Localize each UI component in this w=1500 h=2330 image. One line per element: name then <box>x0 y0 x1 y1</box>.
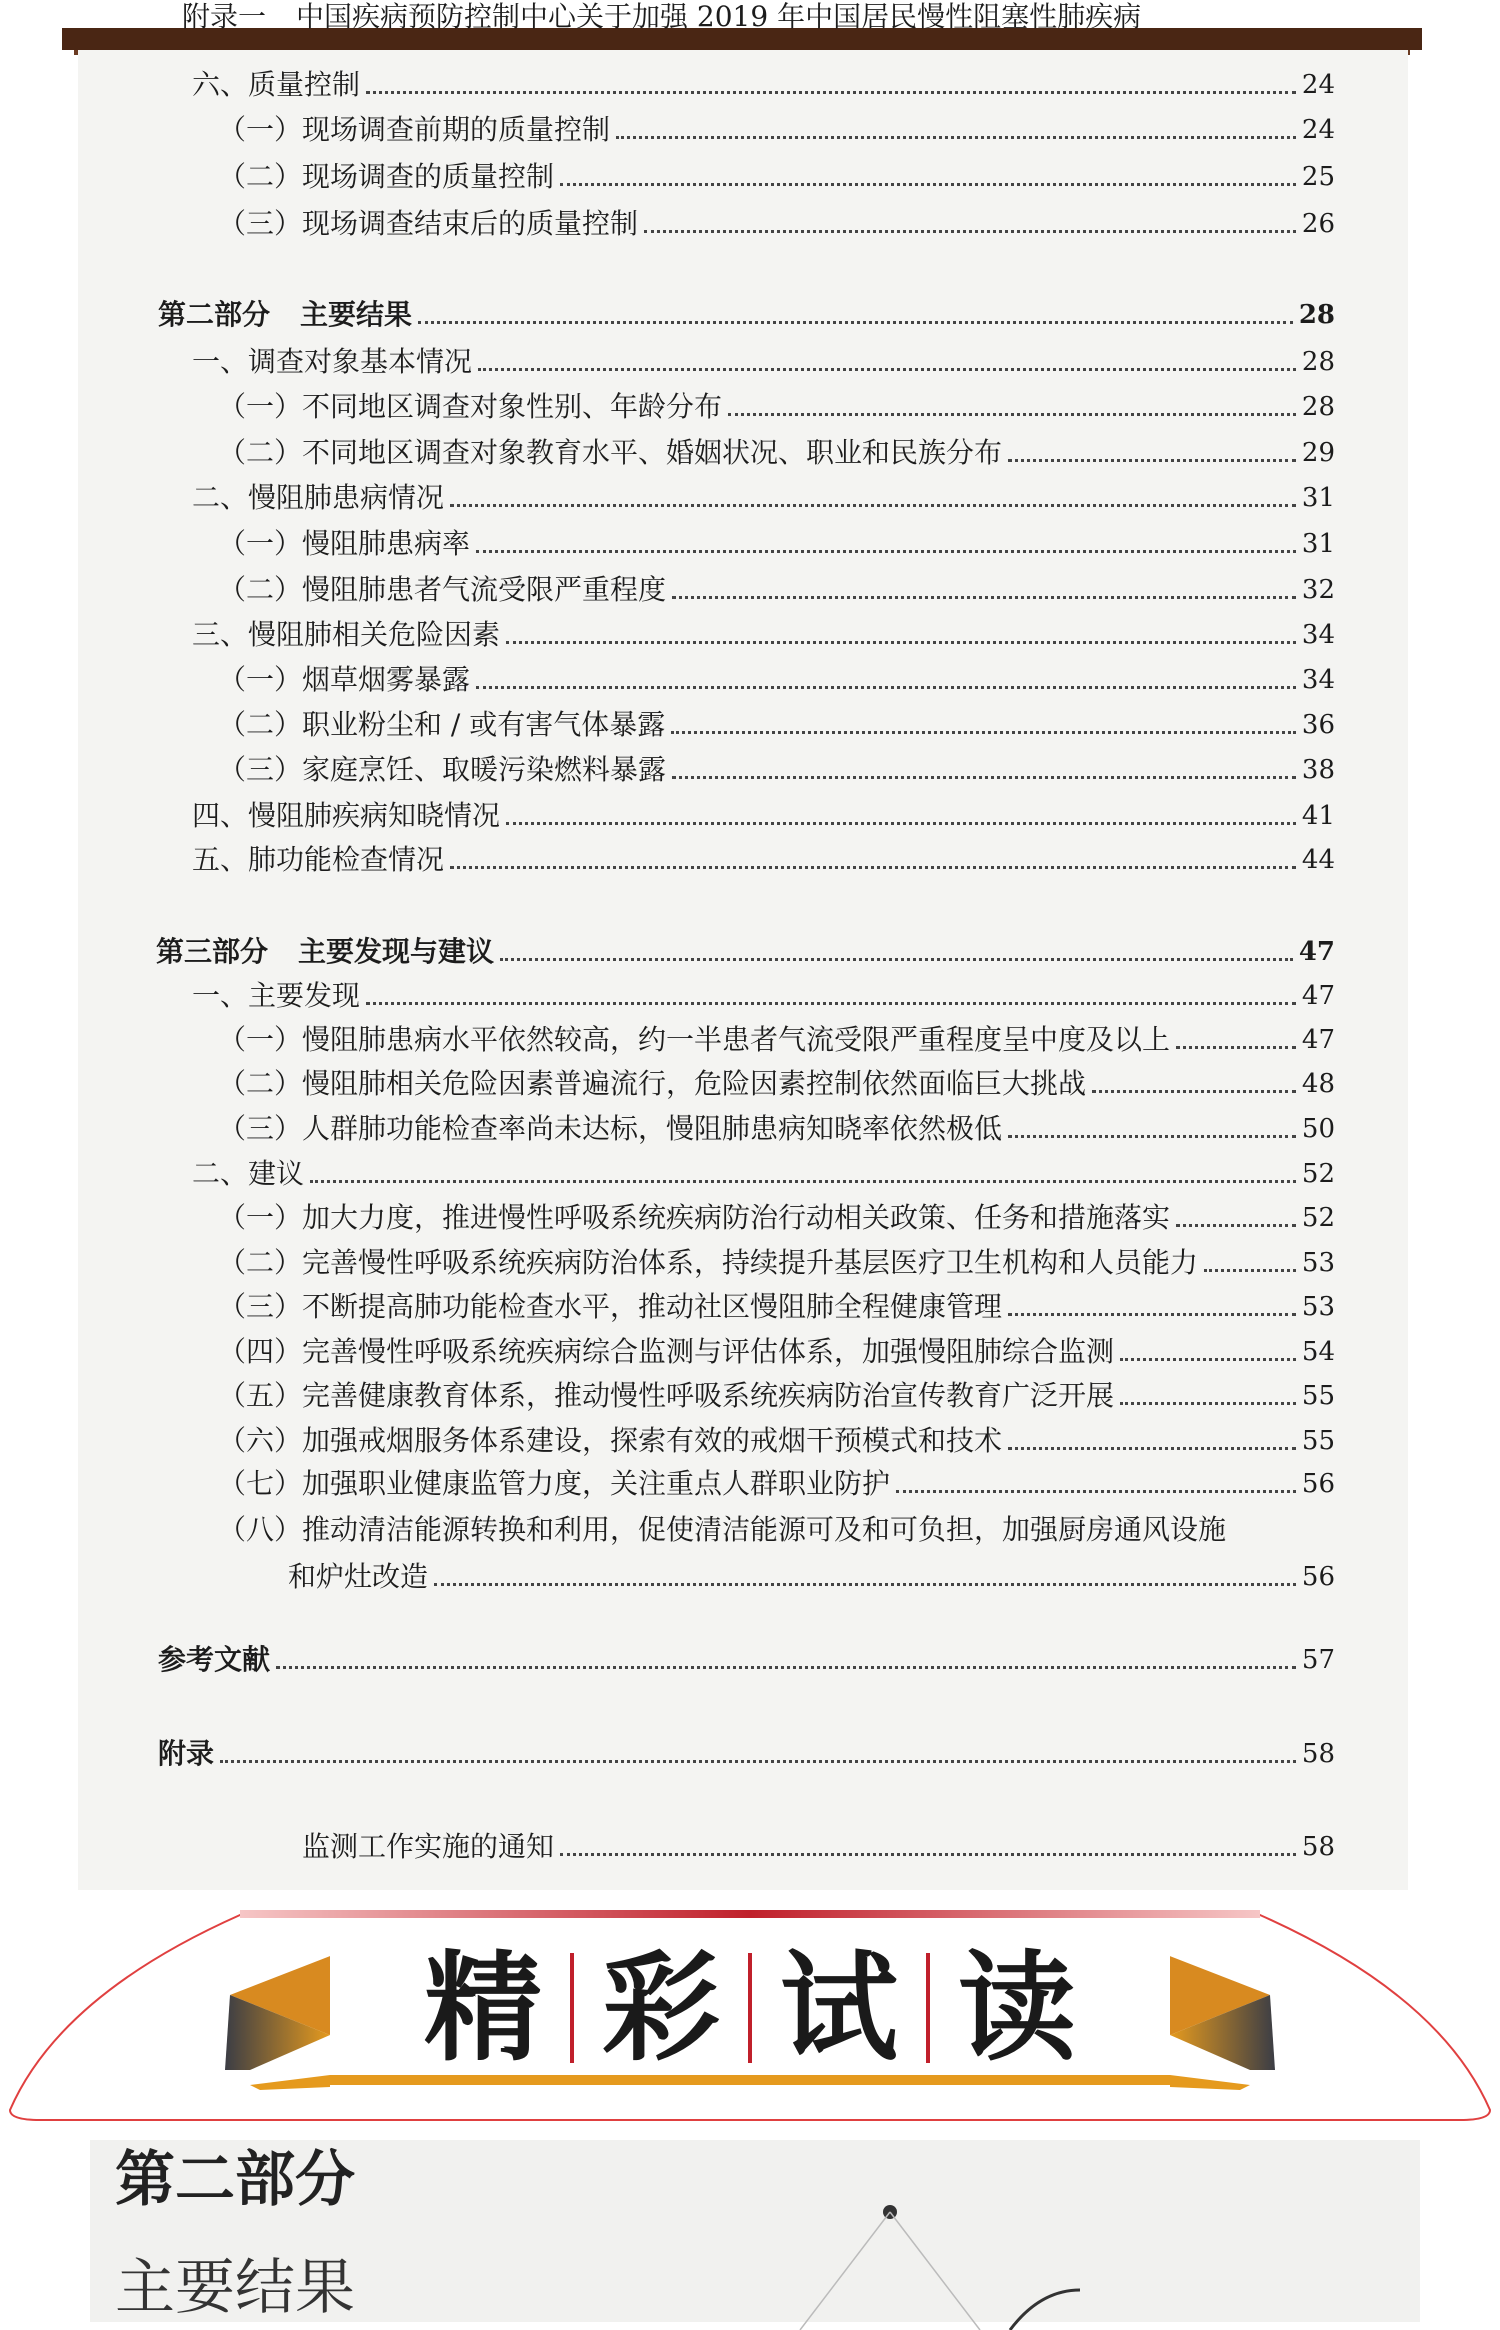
toc-entry-title: 家庭烹饪、取暖污染燃料暴露 <box>302 753 667 786</box>
toc-dot-leader <box>560 183 1296 186</box>
toc-entry[interactable] <box>192 618 1335 652</box>
toc-dot-leader <box>896 1490 1296 1493</box>
toc-page-number: 31 <box>1301 529 1335 559</box>
toc-dot-leader <box>671 731 1296 734</box>
toc-entry[interactable] <box>218 753 1335 787</box>
toc-entry-prefix: 附录一 <box>182 0 267 33</box>
toc-entry-title: 建议 <box>248 1157 305 1190</box>
toc-entry-title: 质量控制 <box>248 68 361 101</box>
toc-dot-leader <box>728 413 1296 416</box>
toc-entry[interactable] <box>218 160 1335 194</box>
toc-entry-prefix: （八） <box>218 1513 303 1546</box>
toc-dot-leader <box>1008 1447 1296 1450</box>
toc-entry-prefix: （一） <box>218 1023 303 1056</box>
toc-entry-title: 加大力度，推进慢性呼吸系统疾病防治行动相关政策、任务和措施落实 <box>302 1201 1171 1234</box>
toc-dot-leader <box>450 866 1296 869</box>
toc-dot-leader <box>1120 1358 1296 1361</box>
toc-dot-leader <box>672 596 1296 599</box>
toc-dot-leader <box>616 136 1296 139</box>
toc-dot-leader <box>1008 459 1296 462</box>
toc-entry-title: 完善慢性呼吸系统疾病防治体系，持续提升基层医疗卫生机构和人员能力 <box>302 1246 1199 1279</box>
toc-page-number: 58 <box>1301 1739 1335 1769</box>
toc-entry[interactable] <box>192 481 1335 515</box>
toc-entry[interactable] <box>218 113 1335 147</box>
toc-entry-title: 慢阻肺疾病知晓情况 <box>248 799 501 832</box>
toc-entry-title: 加强职业健康监管力度，关注重点人群职业防护 <box>302 1467 891 1500</box>
toc-dot-leader <box>476 550 1296 553</box>
toc-entry-title: 不断提高肺功能检查水平，推动社区慢阻肺全程健康管理 <box>302 1290 1003 1323</box>
toc-entry[interactable] <box>158 298 1335 332</box>
banner-left-tail <box>250 2075 330 2090</box>
toc-entry-title: 完善健康教育体系，推动慢性呼吸系统疾病防治宣传教育广泛开展 <box>302 1379 1115 1412</box>
toc-entry[interactable] <box>218 207 1335 241</box>
toc-entry[interactable] <box>218 1112 1335 1146</box>
banner-char-4: 读 <box>958 1939 1077 2077</box>
toc-page-number: 28 <box>1301 392 1335 422</box>
toc-entry-title: 参考文献 <box>158 1643 271 1676</box>
toc-entry-prefix: （三） <box>218 1112 303 1145</box>
toc-page-number: 31 <box>1301 483 1335 513</box>
toc-dot-leader <box>310 1180 1296 1183</box>
toc-entry[interactable] <box>192 1157 1335 1191</box>
toc-entry[interactable] <box>218 436 1335 470</box>
toc-dot-leader <box>1204 1269 1296 1272</box>
toc-page-number: 50 <box>1301 1114 1335 1144</box>
toc-dot-leader <box>366 1002 1296 1005</box>
toc-dot-leader <box>506 641 1296 644</box>
toc-page-number: 24 <box>1301 70 1335 100</box>
toc-entry[interactable] <box>192 979 1335 1013</box>
toc-page-number: 24 <box>1301 115 1335 145</box>
toc-entry-title: 不同地区调查对象教育水平、婚姻状况、职业和民族分布 <box>302 436 1003 469</box>
toc-page-number: 47 <box>1301 1025 1335 1055</box>
toc-dot-leader <box>1176 1046 1296 1049</box>
toc-entry-prefix: 一、 <box>192 345 249 378</box>
toc-entry-prefix: （三） <box>218 753 303 786</box>
toc-dot-leader <box>1008 1313 1296 1316</box>
toc-entry-prefix: （三） <box>218 1290 303 1323</box>
part-heading: 第二部分 <box>115 2145 355 2215</box>
banner-top-stripe <box>240 1910 1260 1918</box>
toc-dot-leader <box>476 686 1296 689</box>
toc-page-number: 36 <box>1301 710 1335 740</box>
toc-entry-prefix: （六） <box>218 1424 303 1457</box>
toc-entry-title: 主要发现 <box>248 979 361 1012</box>
toc-page-number: 56 <box>1301 1562 1335 1592</box>
toc-page-number: 29 <box>1301 438 1335 468</box>
toc-page-number: 55 <box>1301 1381 1335 1411</box>
toc-page-number: 52 <box>1301 1203 1335 1233</box>
toc-entry-prefix: 六、 <box>192 68 249 101</box>
toc-entry[interactable] <box>218 1067 1335 1101</box>
toc-dot-leader <box>1120 1402 1296 1405</box>
toc-page-number: 38 <box>1301 755 1335 785</box>
toc-entry-title: 现场调查结束后的质量控制 <box>302 207 639 240</box>
toc-page-number: 32 <box>1301 575 1335 605</box>
toc-dot-leader <box>366 91 1296 94</box>
toc-entry-prefix: （二） <box>218 708 303 741</box>
toc-page-number: 26 <box>1301 209 1335 239</box>
toc-entry-prefix: 第三部分 <box>156 935 269 968</box>
decor-arc <box>1010 2290 1080 2330</box>
toc-entry-title: 慢阻肺患病率 <box>302 527 471 560</box>
toc-entry[interactable] <box>158 1643 1335 1677</box>
toc-entry-prefix: （一） <box>218 527 303 560</box>
toc-page-number: 34 <box>1301 620 1335 650</box>
banner-title <box>350 1933 1150 2083</box>
toc-page-number: 54 <box>1301 1337 1335 1367</box>
toc-entry-title: 慢阻肺患病情况 <box>248 481 445 514</box>
toc-entry[interactable] <box>302 1830 1335 1864</box>
toc-page-number: 47 <box>1301 981 1335 1011</box>
toc-page-number: 52 <box>1301 1159 1335 1189</box>
toc-dot-leader <box>220 1760 1296 1763</box>
toc-page-number: 57 <box>1301 1645 1335 1675</box>
toc-entry-title: 主要发现与建议 <box>298 935 495 968</box>
toc-entry-title: 烟草烟雾暴露 <box>302 663 471 696</box>
toc-entry-prefix: 五、 <box>192 843 249 876</box>
toc-entry-prefix: （二） <box>218 436 303 469</box>
toc-page-number: 56 <box>1301 1469 1335 1499</box>
toc-entry-prefix: （一） <box>218 663 303 696</box>
toc-entry-title: 调查对象基本情况 <box>248 345 473 378</box>
toc-dot-leader <box>1176 1224 1296 1227</box>
toc-page-number: 28 <box>1301 347 1335 377</box>
toc-entry-prefix: （二） <box>218 573 303 606</box>
toc-entry-title: 人群肺功能检查率尚未达标，慢阻肺患病知晓率依然极低 <box>302 1112 1003 1145</box>
banner-right-tail <box>1170 2075 1250 2090</box>
toc-entry[interactable] <box>192 843 1335 877</box>
toc-page-number: 53 <box>1301 1292 1335 1322</box>
toc-dot-leader <box>644 230 1296 233</box>
toc-dot-leader <box>276 1666 1296 1669</box>
toc-dot-leader <box>506 822 1296 825</box>
toc-entry-prefix: （一） <box>218 390 303 423</box>
toc-entry-title: 监测工作实施的通知 <box>302 1830 555 1863</box>
toc-entry[interactable] <box>218 1379 1335 1413</box>
toc-entry-title: 和炉灶改造 <box>288 1560 429 1593</box>
toc-entry-title: 不同地区调查对象性别、年龄分布 <box>302 390 723 423</box>
toc-entry-prefix: （四） <box>218 1335 303 1368</box>
toc-entry[interactable] <box>218 1335 1335 1369</box>
toc-page-number: 28 <box>1298 300 1335 330</box>
toc-entry-first-line-text: 中国疾病预防控制中心关于加强 2019 年中国居民慢性阻塞性肺疾病 <box>296 0 1142 33</box>
toc-page-number: 44 <box>1301 845 1335 875</box>
toc-entry[interactable] <box>218 573 1335 607</box>
toc-entry[interactable] <box>218 527 1335 561</box>
toc-page-number: 34 <box>1301 665 1335 695</box>
toc-entry-prefix: （一） <box>218 113 303 146</box>
toc-entry-prefix: （二） <box>218 1246 303 1279</box>
toc-entry-prefix: 四、 <box>192 799 249 832</box>
decor-line <box>890 2212 980 2330</box>
toc-entry-prefix: 二、 <box>192 481 249 514</box>
toc-entry-prefix: （二） <box>218 160 303 193</box>
banner-char-2: 彩 <box>601 1939 720 2077</box>
toc-page-number: 53 <box>1301 1248 1335 1278</box>
toc-dot-leader <box>560 1853 1296 1856</box>
toc-entry[interactable] <box>192 799 1335 833</box>
toc-entry-title: 主要结果 <box>300 298 413 331</box>
toc-entry-first-line <box>182 0 1141 34</box>
toc-entry-prefix: （五） <box>218 1379 303 1412</box>
toc-entry[interactable] <box>218 1290 1335 1324</box>
toc-entry[interactable] <box>156 935 1335 969</box>
toc-page-number: 47 <box>1298 937 1335 967</box>
toc-entry[interactable] <box>192 345 1335 379</box>
toc-entry[interactable] <box>218 663 1335 697</box>
toc-entry[interactable] <box>218 390 1335 424</box>
toc-dot-leader <box>1008 1135 1296 1138</box>
toc-entry[interactable] <box>218 1424 1335 1458</box>
toc-entry-title: 肺功能检查情况 <box>248 843 445 876</box>
toc-entry-prefix: （七） <box>218 1467 303 1500</box>
toc-entry-title: 现场调查前期的质量控制 <box>302 113 611 146</box>
toc-page-number: 25 <box>1301 162 1335 192</box>
toc-dot-leader <box>418 321 1293 324</box>
toc-dot-leader <box>1092 1090 1296 1093</box>
toc-page-number: 48 <box>1301 1069 1335 1099</box>
decor-line <box>800 2212 890 2330</box>
toc-entry[interactable] <box>218 1246 1335 1280</box>
toc-entry[interactable] <box>218 1201 1335 1235</box>
toc-entry-title: 慢阻肺相关危险因素 <box>248 618 501 651</box>
toc-entry-title: 现场调查的质量控制 <box>302 160 555 193</box>
toc-entry-first-line <box>218 1513 1226 1547</box>
toc-page-number: 41 <box>1301 801 1335 831</box>
toc-entry-prefix: 二、 <box>192 1157 249 1190</box>
toc-entry[interactable] <box>218 1023 1335 1057</box>
toc-entry-first-line-text: 推动清洁能源转换和利用，促使清洁能源可及和可负担，加强厨房通风设施 <box>302 1513 1227 1546</box>
toc-entry[interactable] <box>158 1737 1335 1771</box>
toc-entry[interactable] <box>192 68 1335 102</box>
toc-entry[interactable] <box>218 1467 1335 1501</box>
toc-entry-prefix: （三） <box>218 207 303 240</box>
toc-entry-prefix: （一） <box>218 1201 303 1234</box>
toc-entry[interactable] <box>218 708 1335 742</box>
toc-entry-prefix: （二） <box>218 1067 303 1100</box>
toc-dot-leader <box>672 776 1296 779</box>
toc-entry[interactable] <box>288 1560 1335 1594</box>
toc-dot-leader <box>478 368 1296 371</box>
toc-entry-title: 附录 <box>158 1737 215 1770</box>
toc-entry-title: 加强戒烟服务体系建设，探索有效的戒烟干预模式和技术 <box>302 1424 1003 1457</box>
toc-entry-title: 完善慢性呼吸系统疾病综合监测与评估体系，加强慢阻肺综合监测 <box>302 1335 1115 1368</box>
toc-dot-leader <box>500 958 1293 961</box>
toc-entry-title: 职业粉尘和 / 或有害气体暴露 <box>302 708 666 741</box>
banner-char-1: 精 <box>423 1939 542 2077</box>
toc-dot-leader <box>450 504 1296 507</box>
toc-page-number: 55 <box>1301 1426 1335 1456</box>
part-subheading: 主要结果 <box>115 2253 355 2323</box>
toc-entry-title: 慢阻肺患病水平依然较高，约一半患者气流受限严重程度呈中度及以上 <box>302 1023 1171 1056</box>
toc-dot-leader <box>434 1583 1296 1586</box>
toc-entry-prefix: 三、 <box>192 618 249 651</box>
toc-entry-prefix: 一、 <box>192 979 249 1012</box>
preview-banner <box>0 1895 1500 2125</box>
toc-entry-prefix: 第二部分 <box>158 298 271 331</box>
toc-entry-title: 慢阻肺患者气流受限严重程度 <box>302 573 667 606</box>
toc-entry-title: 慢阻肺相关危险因素普遍流行，危险因素控制依然面临巨大挑战 <box>302 1067 1087 1100</box>
toc-page-number: 58 <box>1301 1832 1335 1862</box>
banner-char-3: 试 <box>780 1939 899 2077</box>
decorative-lines <box>780 2190 1080 2330</box>
